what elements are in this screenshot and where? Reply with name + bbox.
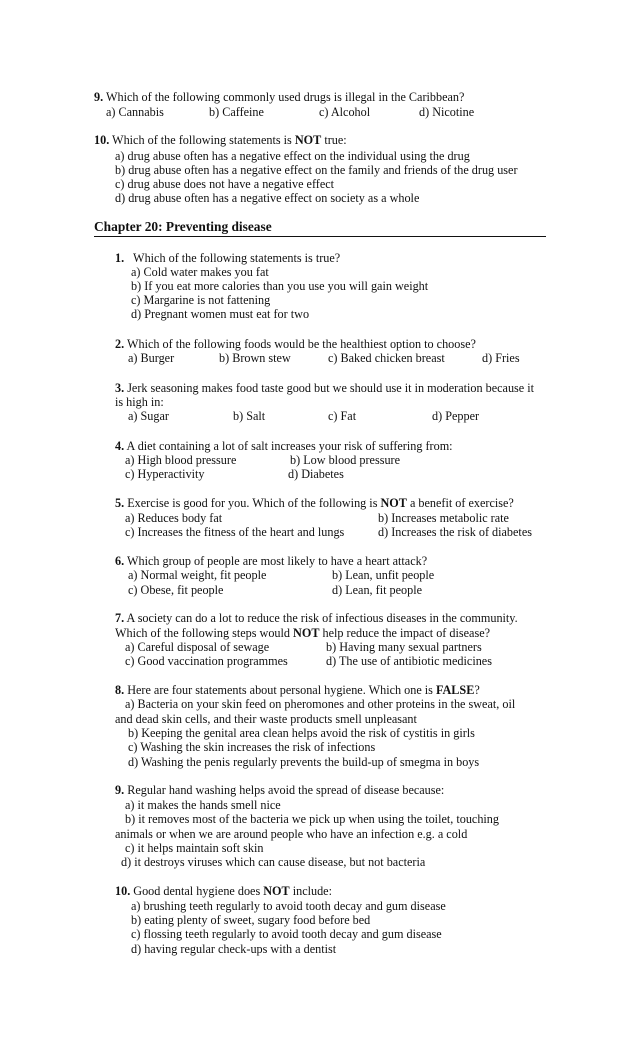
option: b) Low blood pressure [290, 453, 401, 467]
question-number: 6. [115, 554, 125, 568]
option: d) Nicotine [419, 105, 475, 119]
emphasis: NOT [293, 626, 320, 640]
question-text: Which of the following commonly used drugs is illegal in the Caribbean? [103, 90, 465, 104]
question-number: 5. [115, 496, 125, 510]
question-2 [115, 337, 476, 351]
option: b) Increases metabolic rate [378, 511, 509, 525]
option: a) Burger [128, 351, 175, 365]
question-number: 7. [115, 611, 125, 625]
question-text: Regular hand washing helps avoid the spread of disease because: [124, 783, 445, 797]
option: c) drug abuse does not have a negative effect [115, 177, 335, 191]
question-5 [115, 496, 514, 510]
option: b) drug abuse often has a negative effect on the family and friends of the drug user [115, 163, 518, 177]
option: d) The use of antibiotic medicines [326, 654, 492, 668]
option: d) it destroys viruses which can cause disease, but not bacteria [121, 855, 426, 869]
option: c) Alcohol [319, 105, 371, 119]
option: b) Brown stew [219, 351, 291, 365]
option: d) Lean, fit people [332, 583, 423, 597]
option: d) Fries [482, 351, 520, 365]
option: d) Diabetes [288, 467, 344, 481]
option: b) Keeping the genital area clean helps avoid the risk of cystitis in girls [128, 726, 475, 740]
option: c) Increases the fitness of the heart and lungs [125, 525, 345, 539]
option: a) Careful disposal of sewage [125, 640, 270, 654]
question-4 [115, 439, 453, 453]
option: b) Lean, unfit people [332, 568, 435, 582]
question-text: Which of the following statements is true? [124, 251, 341, 265]
option: c) Margarine is not fattening [131, 293, 271, 307]
question-number: 1. [115, 251, 125, 265]
emphasis: NOT [294, 133, 322, 147]
question-text: A society can do a lot to reduce the risk of infectious diseases in the community. [124, 611, 518, 625]
question-text-continued [115, 626, 490, 640]
option: a) brushing teeth regularly to avoid tooth decay and gum disease [131, 899, 446, 913]
question-text-continued: is high in: [115, 395, 164, 409]
chapter-heading: Chapter 20: Preventing disease [94, 219, 546, 237]
option: c) it helps maintain soft skin [125, 841, 264, 855]
option: c) Fat [328, 409, 357, 423]
question-text: Good dental hygiene does [130, 884, 264, 898]
option: a) Bacteria on your skin feed on pheromones and other proteins in the sweat, oil [125, 697, 516, 711]
option: b) If you eat more calories than you use you will gain weight [131, 279, 429, 293]
option: c) flossing teeth regularly to avoid tooth decay and gum disease [131, 927, 442, 941]
question-number: 3. [115, 381, 125, 395]
question-number: 2. [115, 337, 125, 351]
option: b) Salt [233, 409, 266, 423]
question-7 [115, 611, 518, 625]
option: c) Hyperactivity [125, 467, 205, 481]
question-number: 10. [94, 133, 110, 147]
question-number: 9. [115, 783, 125, 797]
option: a) Sugar [128, 409, 169, 423]
question-text: a benefit of exercise? [406, 496, 514, 510]
question-text: Exercise is good for you. Which of the following is [124, 496, 381, 510]
question-text: Here are four statements about personal hygiene. Which one is [124, 683, 436, 697]
question-text: include: [289, 884, 332, 898]
option: d) Washing the penis regularly prevents the build-up of smegma in boys [128, 755, 480, 769]
question-10-drugs [94, 133, 347, 147]
option: d) Pepper [432, 409, 480, 423]
question-text: Jerk seasoning makes food taste good but we should use it in moderation because it [124, 381, 535, 395]
question-text: Which of the following statements is [109, 133, 295, 147]
question-10 [115, 884, 332, 898]
option: a) High blood pressure [125, 453, 237, 467]
option: c) Good vaccination programmes [125, 654, 288, 668]
option-continued: and dead skin cells, and their waste products smell unpleasant [115, 712, 417, 726]
question-text: Which group of people are most likely to have a heart attack? [124, 554, 428, 568]
option: c) Baked chicken breast [328, 351, 445, 365]
question-9-drugs [94, 90, 464, 104]
question-number: 9. [94, 90, 104, 104]
option-continued: animals or when we are around people who have an infection e.g. a cold [115, 827, 468, 841]
option: a) Cannabis [106, 105, 164, 119]
question-1 [115, 251, 340, 265]
question-6 [115, 554, 427, 568]
option: b) Having many sexual partners [326, 640, 482, 654]
question-text: true: [321, 133, 347, 147]
emphasis: NOT [380, 496, 407, 510]
option: a) Normal weight, fit people [128, 568, 267, 582]
question-text: ? [474, 683, 480, 697]
emphasis: FALSE [435, 683, 475, 697]
option: d) drug abuse often has a negative effect on society as a whole [115, 191, 420, 205]
question-text: Which of the following steps would [115, 626, 294, 640]
question-text: help reduce the impact of disease? [319, 626, 491, 640]
question-text: Which of the following foods would be the healthiest option to choose? [124, 337, 476, 351]
option: d) Increases the risk of diabetes [378, 525, 532, 539]
option: a) Cold water makes you fat [131, 265, 269, 279]
question-number: 4. [115, 439, 125, 453]
question-9 [115, 783, 444, 797]
emphasis: NOT [263, 884, 290, 898]
option: a) it makes the hands smell nice [125, 798, 281, 812]
option: b) Caffeine [209, 105, 264, 119]
question-3 [115, 381, 534, 395]
option: b) eating plenty of sweet, sugary food before bed [131, 913, 371, 927]
option: a) Reduces body fat [125, 511, 223, 525]
option: c) Washing the skin increases the risk of infections [128, 740, 376, 754]
option: c) Obese, fit people [128, 583, 224, 597]
question-text: A diet containing a lot of salt increases your risk of suffering from: [124, 439, 453, 453]
option: d) Pregnant women must eat for two [131, 307, 310, 321]
option: a) drug abuse often has a negative effect on the individual using the drug [115, 149, 470, 163]
option: d) having regular check-ups with a dentist [131, 942, 337, 956]
question-number: 10. [115, 884, 131, 898]
question-8 [115, 683, 480, 697]
question-number: 8. [115, 683, 125, 697]
option: b) it removes most of the bacteria we pick up when using the toilet, touching [125, 812, 499, 826]
